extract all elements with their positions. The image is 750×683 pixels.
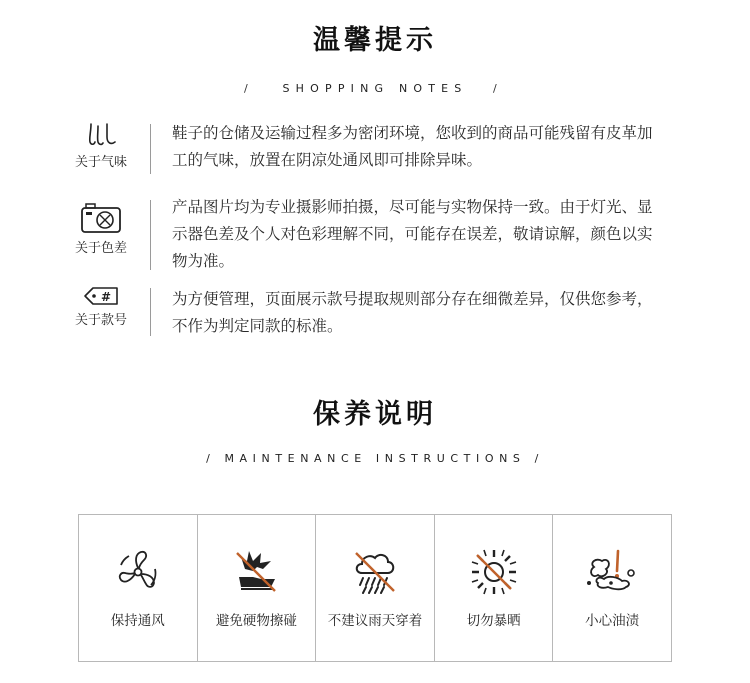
tag-symbol: # <box>100 290 112 304</box>
fan-icon <box>113 547 163 597</box>
care-item-no-rain <box>316 515 435 661</box>
care-item-no-rain-label: 不建议雨天穿着 <box>327 613 423 629</box>
subtitle-slash-left: / <box>244 82 254 95</box>
care-item-ventilate-label: 保持通风 <box>110 613 165 629</box>
shopping-notes-subtitle-row <box>0 82 750 95</box>
note-style-number-line-1: 为方便管理，页面展示款号提取规则部分存在细微差异，仅供您参考， <box>172 290 653 308</box>
note-smell-icon-wrap <box>66 122 136 170</box>
note-style-number-icon-wrap <box>66 286 136 328</box>
note-smell-divider <box>150 124 151 174</box>
care-item-no-sun <box>435 515 554 661</box>
note-color-line-3: 物为准。 <box>172 252 235 270</box>
subtitle-slash-right: / <box>493 82 503 95</box>
no-rain-icon <box>350 547 400 597</box>
shopping-notes-subtitle: SHOPPING NOTES <box>282 82 468 95</box>
note-color-label: 关于色差 <box>74 241 127 256</box>
no-sun-icon <box>469 547 519 597</box>
care-item-no-sun-label: 切勿暴晒 <box>466 613 521 629</box>
no-hard-friction-icon <box>231 547 281 597</box>
care-item-oil <box>553 515 671 661</box>
shopping-notes-title: 温馨提示 <box>313 25 437 56</box>
care-item-avoid-hard <box>198 515 317 661</box>
care-item-avoid-hard-label: 避免硬物擦碰 <box>215 613 297 629</box>
tag-icon <box>81 286 121 306</box>
note-smell-text <box>172 120 692 174</box>
note-color-text <box>172 194 692 275</box>
care-instructions-grid <box>78 514 672 662</box>
note-color-line-2: 示器色差及个人对色彩理解不同，可能存在误差，敬请谅解，颜色以实 <box>172 225 653 243</box>
note-smell-line-1: 鞋子的仓储及运输过程多为密闭环境，您收到的商品可能残留有皮革加 <box>172 124 653 142</box>
note-style-number-label: 关于款号 <box>74 313 127 328</box>
note-style-number-text <box>172 286 692 340</box>
camera-icon <box>79 202 123 234</box>
note-style-number-divider <box>150 288 151 336</box>
note-color-divider <box>150 200 151 270</box>
care-item-oil-label: 小心油渍 <box>585 613 640 629</box>
maintenance-subtitle: / MAINTENANCE INSTRUCTIONS / <box>206 452 544 465</box>
care-item-ventilate <box>79 515 198 661</box>
maintenance-title: 保养说明 <box>313 399 437 430</box>
note-color-line-1: 产品图片均为专业摄影师拍摄，尽可能与实物保持一致。由于灯光、显 <box>172 198 653 216</box>
note-smell-label: 关于气味 <box>74 155 127 170</box>
oil-stain-icon <box>584 547 640 597</box>
nose-icon <box>81 122 121 148</box>
note-style-number-line-2: 不作为判定同款的标准。 <box>172 317 343 335</box>
note-smell-line-2: 工的气味，放置在阴凉处通风即可排除异味。 <box>172 151 483 169</box>
note-color-icon-wrap <box>66 202 136 256</box>
